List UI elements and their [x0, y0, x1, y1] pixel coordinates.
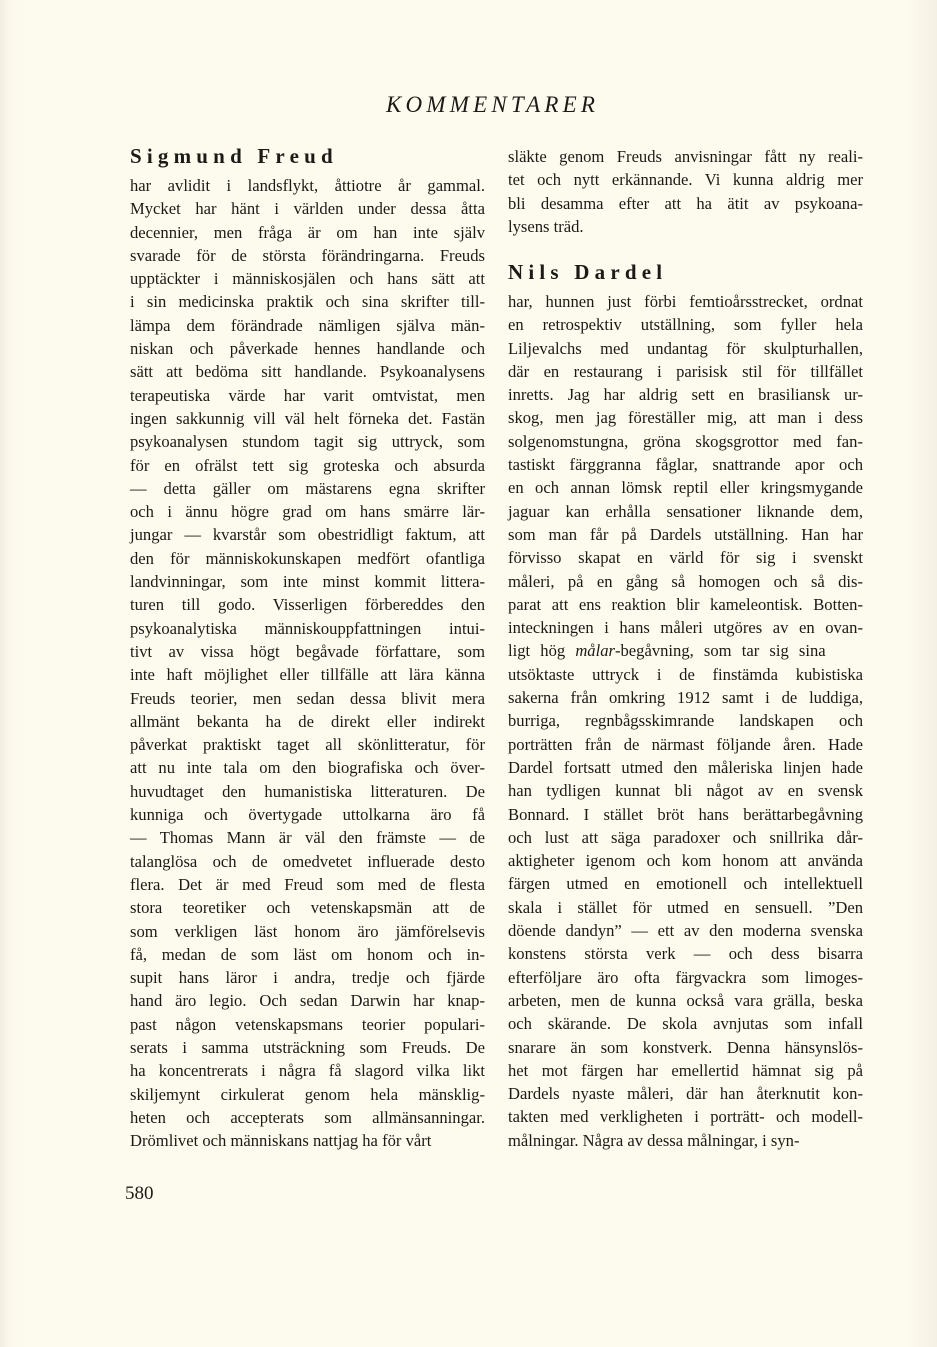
text-line: och i ännu högre grad om hans smärre lär- [130, 502, 485, 522]
text-line: Mycket har hänt i världen under dessa åtta [130, 199, 485, 219]
text-line: sätt att bedöma sitt handlande. Psykoanalysens [130, 362, 485, 382]
text-line: Drömlivet och människans nattjag ha för vårt [130, 1131, 432, 1151]
text-line: parat att ens reaktion blir kameleontisk. Botten- [508, 594, 863, 614]
text-line: — Thomas Mann är väl den främste — de [130, 828, 485, 848]
running-head: KOMMENTARER [386, 92, 600, 117]
text-line: utsöktaste uttryck i de finstämda kubistiska [508, 664, 863, 684]
text-line: skiljemynt cirkulerat genom hela mänsklig- [130, 1084, 485, 1104]
text-line: niskan och påverkade hennes handlande och [130, 339, 485, 359]
text-line: — detta gäller om mästarens egna skrifter [130, 478, 485, 498]
text-line: porträtten från de närmast följande åren. Hade [508, 734, 863, 754]
text-line: släkte genom Freuds anvisningar fått ny reali- [508, 147, 863, 166]
text-line: Dardels nyaste måleri, där han återknutit kon- [508, 1084, 863, 1104]
text-line: och lust att säga paradoxer och snillrika dår- [508, 827, 863, 847]
text-line: landvinningar, som inte minst kommit littera- [130, 572, 485, 592]
text-line: psykoanalysen stundom tagit sig uttryck, som [130, 432, 485, 452]
text-line: målningar. Några av dessa målningar, i syn- [508, 1130, 800, 1150]
dardel-body-column [508, 290, 863, 1152]
text-line: serats i samma utsträckning som Freuds. De [130, 1037, 485, 1057]
text-line: arbeten, men de kunna också vara grälla, beska [508, 990, 863, 1010]
text-line: i sin medicinska praktik och sina skrifter till- [130, 292, 485, 312]
text-line: jungar — kvarstår som obestridligt faktum, att [130, 525, 485, 545]
section-title-freud: Sigmund Freud [130, 144, 338, 168]
freud-continuation [508, 145, 863, 238]
text-line: att nu inte tala om den biografiska och över- [130, 758, 485, 778]
text-line: tet och nytt erkännande. Vi kunna aldrig mer [508, 170, 863, 190]
text-line: turen till godo. Visserligen förbereddes den [130, 595, 485, 615]
text-line: Dardel fortsatt utmed den måleriska linjen hade [508, 757, 863, 777]
text-line: döende dandyn” — ett av den moderna svenska [508, 921, 863, 941]
text-line: färgen utmed en emotionell och intellektuell [508, 874, 863, 894]
text-line: bli desamma efter att ha ätit av psykoana- [508, 193, 863, 213]
text-line: inretts. Jag har aldrig sett en brasiliansk ur- [508, 385, 863, 405]
text-line: het mot färgen har emellertid hämnat sig på [508, 1060, 863, 1080]
text-line: heten och accepterats som allmänsanningar. [130, 1107, 485, 1127]
text-line: inteckningen i hans måleri utgöres av en ovan- [508, 618, 863, 638]
text-line: Bonnard. I stället bröt hans berättarbegåvning [508, 804, 863, 824]
text-line [508, 639, 863, 662]
text-line: och skärande. De skola avnjutas som infall [508, 1014, 863, 1034]
text-line: en retrospektiv utställning, som fyller hela [508, 315, 863, 335]
text-line: få, medan de som läst om honom och in- [130, 944, 485, 964]
text-line: för en ofrälst tett sig groteska och absurda [130, 455, 485, 475]
text-line: snarare än som konstverk. Denna hänsynslös- [508, 1037, 863, 1057]
text-line: har avlidit i landsflykt, åttiotre år gammal. [130, 176, 485, 195]
text-line: inte haft möjlighet eller tillfälle att lära känna [130, 665, 485, 685]
text-line: där en restaurang i parisisk stil för tillfället [508, 361, 863, 381]
text-line: som man får på Dardels utställning. Han har [508, 524, 863, 544]
text-line: allmänt bekanta ha de direkt eller indirekt [130, 711, 485, 731]
freud-body-column [130, 174, 485, 1152]
text-line: kunniga och övertygade uttolkarna äro få [130, 805, 485, 825]
text-line: svarade för de största förändringarna. Freuds [130, 245, 485, 265]
text-line: efterföljare äro ofta färgvackra som limoges- [508, 967, 863, 987]
text-line: Liljevalchs med undantag för skulpturhallen, [508, 338, 863, 358]
text-line: som verkligen läst honom äro jämförelsevis [130, 921, 485, 941]
text-line: decennier, men fråga är om han inte själv [130, 222, 485, 242]
text-line: past någon vetenskapsmans teorier populari- [130, 1014, 485, 1034]
text-line: upptäckter i människosjälen och hans sätt att [130, 269, 485, 289]
text-line: stora teoretiker och vetenskapsmän att de [130, 898, 485, 918]
text-line: supit hans läror i andra, tredje och fjärde [130, 968, 485, 988]
text-line: lämpa dem förändrade nämligen själva män- [130, 315, 485, 335]
text-line: den för människokunskapen medfört ofantliga [130, 548, 485, 568]
text-line: tastiskt färggranna fåglar, snattrande apor och [508, 455, 863, 475]
text-line: talanglösa och de omedvetet influerade desto [130, 851, 485, 871]
section-title-dardel: Nils Dardel [508, 260, 668, 284]
text-line: en och annan lömsk reptil eller kringsmygande [508, 478, 863, 498]
text-line: konstens största verk — och dess bisarra [508, 944, 863, 964]
italic-word: målar [575, 641, 615, 661]
text-line: Freuds teorier, men sedan dessa blivit mera [130, 688, 485, 708]
text-line: ha koncentrerats i några få slagord vilka likt [130, 1061, 485, 1081]
text-line: terapeutiska värde har varit omtvistat, men [130, 385, 485, 405]
text-fragment: -begåvning, som tar sig sina [614, 641, 826, 661]
text-line: lysens träd. [508, 216, 584, 236]
text-line: psykoanalytiska människouppfattningen intui- [130, 618, 485, 638]
text-line: förvisso skapat en värld för sig i svenskt [508, 548, 863, 568]
text-line: burriga, regnbågsskimrande landskapen och [508, 711, 863, 731]
text-line: han tydligen kunnat bli något av en svensk [508, 781, 863, 801]
page-number: 580 [125, 1183, 154, 1204]
text-line: solgenomstungna, gröna skogsgrottor med fan- [508, 431, 863, 451]
text-line: jaguar kan erhålla sensationer liknande dem, [508, 501, 863, 521]
text-line: ingen sakkunnig vill väl helt förneka det. Fastän [130, 408, 485, 428]
text-line: har, hunnen just förbi femtioårsstrecket, ordnat [508, 292, 863, 311]
text-line: måleri, på en gång så homogen och så dis- [508, 571, 863, 591]
text-fragment: ligt hög [508, 641, 576, 661]
text-line: flera. Det är med Freud som med de flesta [130, 874, 485, 894]
text-line: skala i stället för utmed en sensuell. ”Den [508, 897, 863, 917]
text-line: påverkat praktiskt taget all skönlitteratur, för [130, 735, 485, 755]
text-line: tivt av vissa högt begåvade författare, som [130, 641, 485, 661]
text-line: sakerna från omkring 1912 samt i de luddiga, [508, 688, 863, 708]
text-line: huvudtaget den humanistiska litteraturen. De [130, 781, 485, 801]
text-line: hand äro legio. Och sedan Darwin har knap- [130, 991, 485, 1011]
text-line: takten med verkligheten i porträtt- och modell- [508, 1107, 863, 1127]
text-line: aktigheter igenom och kom honom att använda [508, 851, 863, 871]
text-line: skog, men jag föreställer mig, att man i dess [508, 408, 863, 428]
